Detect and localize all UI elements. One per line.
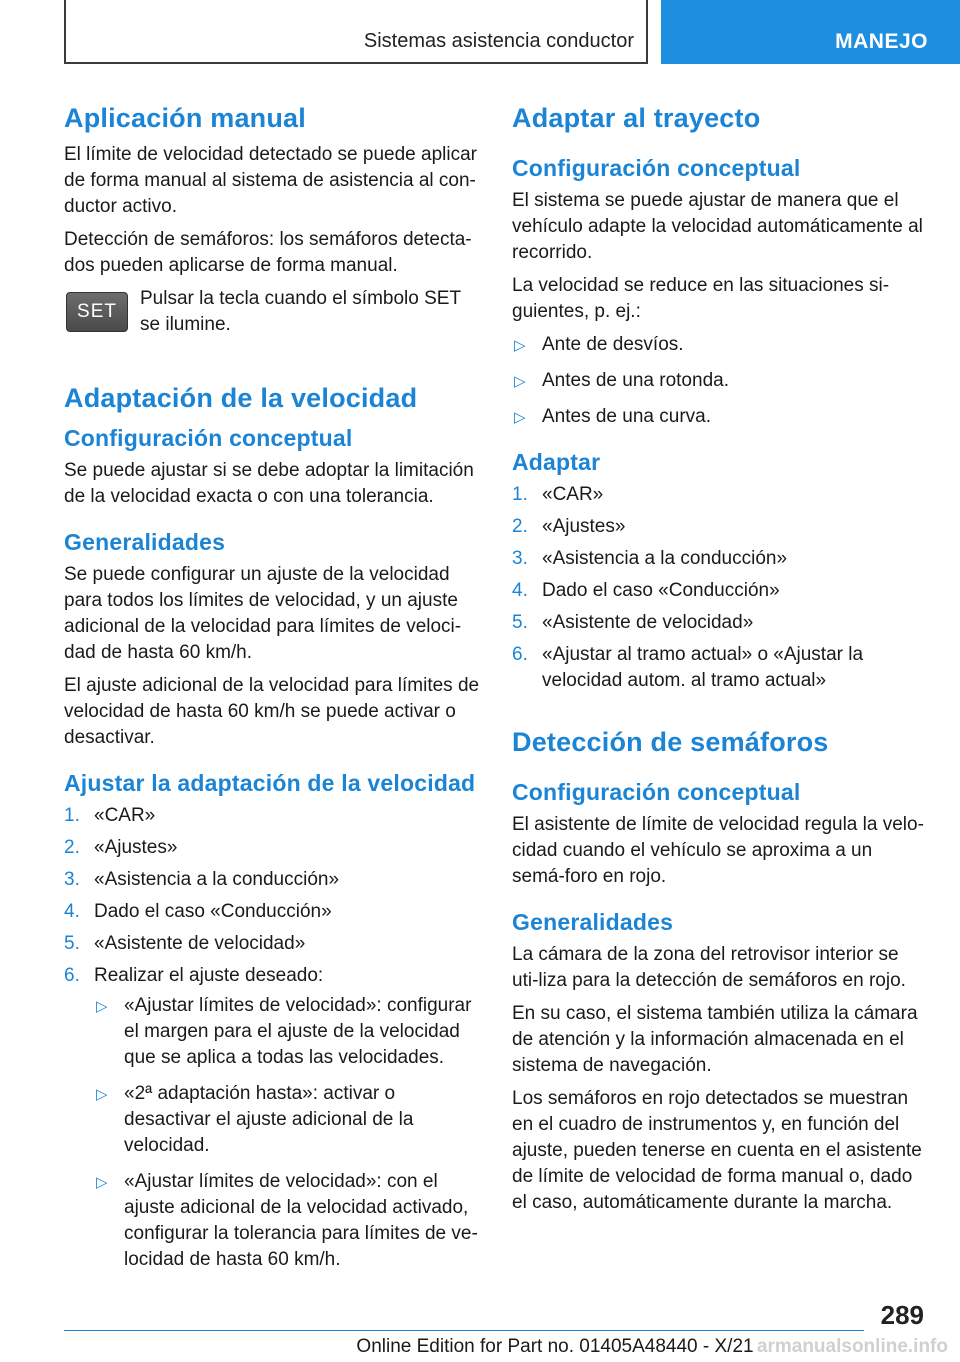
subheading-configuracion: Configuración conceptual — [512, 155, 801, 181]
list-item — [64, 931, 482, 957]
paragraph: El sistema se puede ajustar de manera que el vehículo adapte la velocidad automáticamente al recorrido. — [512, 190, 923, 263]
list-item — [64, 835, 482, 861]
header-frame — [64, 0, 648, 64]
bullet-text: Antes de una rotonda. — [542, 370, 729, 391]
step-number: 3. — [512, 548, 528, 569]
paragraph: Detección de semáforos: los semáforos detecta-dos pueden aplicarse de forma manual. — [64, 229, 472, 276]
set-button-icon: SET — [66, 292, 128, 332]
subheading-configuracion: Configuración conceptual — [512, 779, 801, 805]
bullet-text: «Ajustar límites de velocidad»: con el ajuste adicional de la velocidad activado, configurar la tolerancia para límites de ve-locidad de hasta 60 km/h. — [124, 1171, 478, 1270]
steps-list — [512, 482, 930, 694]
paragraph: La cámara de la zona del retrovisor interior se uti-liza para la detección de semáforos en rojo. — [512, 944, 906, 991]
bullet-item — [512, 332, 930, 358]
list-item — [64, 803, 482, 829]
chapter-tab-label: MANEJO — [835, 30, 928, 53]
paragraph: El asistente de límite de velocidad regula la velo-cidad cuando el vehículo se aproxima a un semá-foro en rojo. — [512, 814, 924, 887]
list-item — [512, 610, 930, 636]
subheading-configuracion: Configuración conceptual — [64, 425, 353, 451]
subheading-ajustar-adaptacion: Ajustar la adaptación de la velocidad — [64, 770, 476, 796]
paragraph: Se puede ajustar si se debe adoptar la limitación de la velocidad exacta o con una tolerancia. — [64, 460, 474, 507]
step-number: 4. — [64, 901, 80, 922]
footer-divider — [64, 1330, 864, 1331]
heading-adaptacion-velocidad: Adaptación de la velocidad — [64, 383, 418, 413]
list-item — [512, 482, 930, 508]
step-number: 2. — [512, 516, 528, 537]
paragraph: En su caso, el sistema también utiliza la cámara de atención y la información almacenada en el sistema de navegación. — [512, 1003, 918, 1076]
step-number: 4. — [512, 580, 528, 601]
bullet-item — [512, 404, 930, 430]
situations-list — [512, 332, 930, 430]
subheading-generalidades: Generalidades — [64, 529, 226, 555]
step-number: 5. — [64, 933, 80, 954]
step-text: «Ajustes» — [542, 516, 626, 537]
sub-bullet-list — [94, 993, 482, 1273]
step-text: «Ajustes» — [94, 837, 178, 858]
steps-list — [64, 803, 482, 1273]
triangle-bullet-icon: ▷ — [96, 1174, 108, 1191]
list-item — [64, 963, 482, 1273]
step-number: 5. — [512, 612, 528, 633]
bullet-item — [94, 1081, 482, 1159]
paragraph: Los semáforos en rojo detectados se muestran en el cuadro de instrumentos y, en función del ajuste, pueden tenerse en cuenta en el asistente de límite de velocidad de forma manual o, dado el caso, automáticamente durante la marcha. — [512, 1088, 922, 1213]
list-item — [512, 578, 930, 604]
triangle-bullet-icon: ▷ — [514, 409, 526, 426]
list-item — [512, 546, 930, 572]
step-number: 1. — [512, 484, 528, 505]
list-item — [64, 867, 482, 893]
step-number: 3. — [64, 869, 80, 890]
right-column — [512, 100, 930, 1223]
step-text: «Asistente de velocidad» — [542, 612, 754, 633]
bullet-text: «2ª adaptación hasta»: activar o desactivar el ajuste adicional de la velocidad. — [124, 1083, 414, 1156]
heading-deteccion-semaforos: Detección de semáforos — [512, 727, 829, 757]
step-text: «Asistencia a la conducción» — [542, 548, 788, 569]
step-number: 6. — [512, 644, 528, 665]
bullet-item — [94, 1169, 482, 1273]
step-text: Dado el caso «Conducción» — [542, 580, 780, 601]
triangle-bullet-icon: ▷ — [96, 998, 108, 1015]
step-text: Realizar el ajuste deseado: — [94, 965, 324, 986]
set-instruction-text: Pulsar la tecla cuando el símbolo SET se ilumine. — [140, 288, 461, 335]
list-item — [512, 642, 930, 694]
paragraph: Se puede configurar un ajuste de la velocidad para todos los límites de velocidad, y un ajuste adicional de la velocidad para límites de veloci-dad de hasta 60 km/h. — [64, 564, 462, 663]
triangle-bullet-icon: ▷ — [514, 337, 526, 354]
bullet-text: Ante de desvíos. — [542, 334, 684, 355]
triangle-bullet-icon: ▷ — [96, 1086, 108, 1103]
bullet-item — [94, 993, 482, 1071]
list-item — [64, 899, 482, 925]
subheading-generalidades: Generalidades — [512, 909, 674, 935]
step-number: 6. — [64, 965, 80, 986]
watermark: armanualsonline.info — [756, 1336, 948, 1357]
paragraph: La velocidad se reduce en las situaciones si-guientes, p. ej.: — [512, 275, 890, 322]
paragraph: El límite de velocidad detectado se puede aplicar de forma manual al sistema de asistencia al con-ductor activo. — [64, 144, 477, 217]
subheading-adaptar: Adaptar — [512, 449, 601, 475]
step-text: «CAR» — [542, 484, 604, 505]
step-text: «Ajustar al tramo actual» o «Ajustar la velocidad autom. al tramo actual» — [542, 644, 864, 691]
bullet-text: «Ajustar límites de velocidad»: configurar el margen para el ajuste de la velocidad que se aplica a todas las velocidades. — [124, 995, 472, 1068]
triangle-bullet-icon: ▷ — [514, 373, 526, 390]
heading-adaptar-trayecto: Adaptar al trayecto — [512, 103, 761, 133]
edition-text: Online Edition for Part no. 01405A48440 - X/21 — [356, 1336, 754, 1357]
bullet-item — [512, 368, 930, 394]
bullet-text: Antes de una curva. — [542, 406, 711, 427]
step-number: 1. — [64, 805, 80, 826]
left-column — [64, 100, 482, 1283]
step-number: 2. — [64, 837, 80, 858]
page-number: 289 — [880, 1300, 924, 1330]
heading-aplicacion-manual: Aplicación manual — [64, 103, 306, 133]
section-title: Sistemas asistencia conductor — [363, 30, 634, 52]
step-text: «CAR» — [94, 805, 156, 826]
set-instruction — [64, 286, 482, 350]
step-text: «Asistente de velocidad» — [94, 933, 306, 954]
chapter-tab — [661, 0, 960, 64]
list-item — [512, 514, 930, 540]
step-text: Dado el caso «Conducción» — [94, 901, 332, 922]
paragraph: El ajuste adicional de la velocidad para límites de velocidad de hasta 60 km/h se puede activar o desactivar. — [64, 675, 480, 748]
step-text: «Asistencia a la conducción» — [94, 869, 340, 890]
